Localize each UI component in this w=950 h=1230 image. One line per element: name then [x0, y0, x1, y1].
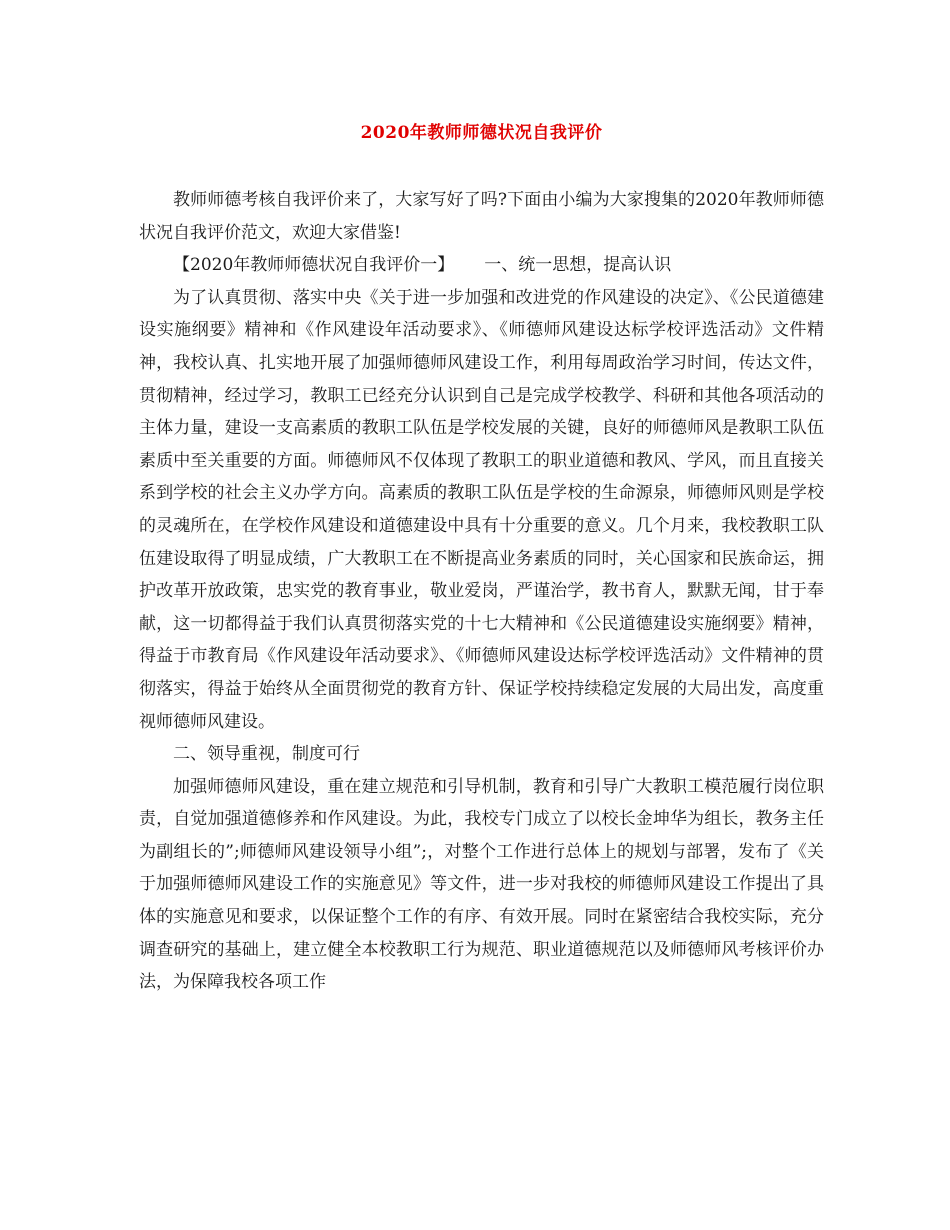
heading-one: 一、统一思想，提高认识	[484, 255, 672, 276]
body-paragraph-1: 为了认真贯彻、落实中央《关于进一步加强和改进党的作风建设的决定》、《公民道德建设实施纲要》精神和《作风建设年活动要求》、《师德师风建设达标学校评选活动》文件精神，我校认真、扎实地开展了加强师德师风建设工作，利用每周政治学习时间，传达文件，贯彻精神，经过学习，教职工已经充分认识到自己是完成学校教学、科研和其他各项活动的主体力量，建设一支高素质的教职工队伍是学校发展的关键，良好的师德师风是教职工队伍素质中至关重要的方面。师德师风不仅体现了教职工的职业道德和教风、学风，而且直接关系到学校的社会主义办学方向。高素质的教职工队伍是学校的生命源泉，师德师风则是学校的灵魂所在，在学校作风建设和道德建设中具有十分重要的意义。几个月来，我校教职工队伍建设取得了明显成绩，广大教职工在不断提高业务素质的同时，关心国家和民族命运，拥护改革开放政策，忠实党的教育事业，敬业爱岗，严谨治学，教书育人，默默无闻，甘于奉献，这一切都得益于我们认真贯彻落实党的十七大精神和《公民道德建设实施纲要》精神，得益于市教育局《作风建设年活动要求》、《师德师风建设达标学校评选活动》文件精神的贯彻落实，得益于始终从全面贯彻党的教育方针、保证学校持续稳定发展的大局出发，高度重视师德师风建设。	[139, 287, 824, 732]
document-page	[139, 118, 824, 999]
intro-paragraph: 教师师德考核自我评价来了，大家写好了吗?下面由小编为大家搜集的2020年教师师德状况自我评价范文，欢迎大家借鉴!	[139, 190, 824, 243]
section-bracket-title: 【2020年教师师德状况自我评价一】	[173, 255, 455, 276]
section-heading-line	[139, 249, 824, 282]
document-title: 2020年教师师德状况自我评价	[360, 123, 603, 143]
body-paragraph-2: 加强师德师风建设，重在建立规范和引导机制，教育和引导广大教职工模范履行岗位职责，自觉加强道德修养和作风建设。为此，我校专门成立了以校长金坤华为组长，教务主任为副组长的”;师德师风建设领导小组”;，对整个工作进行总体上的规划与部署，发布了《关于加强师德师风建设工作的实施意见》等文件，进一步对我校的师德师风建设工作提出了具体的实施意见和要求，以保证整个工作的有序、有效开展。同时在紧密结合我校实际，充分调查研究的基础上，建立健全本校教职工行为规范、职业道德规范以及师德师风考核评价办法，为保障我校各项工作	[139, 776, 824, 993]
heading-two: 二、领导重视，制度可行	[173, 744, 360, 765]
